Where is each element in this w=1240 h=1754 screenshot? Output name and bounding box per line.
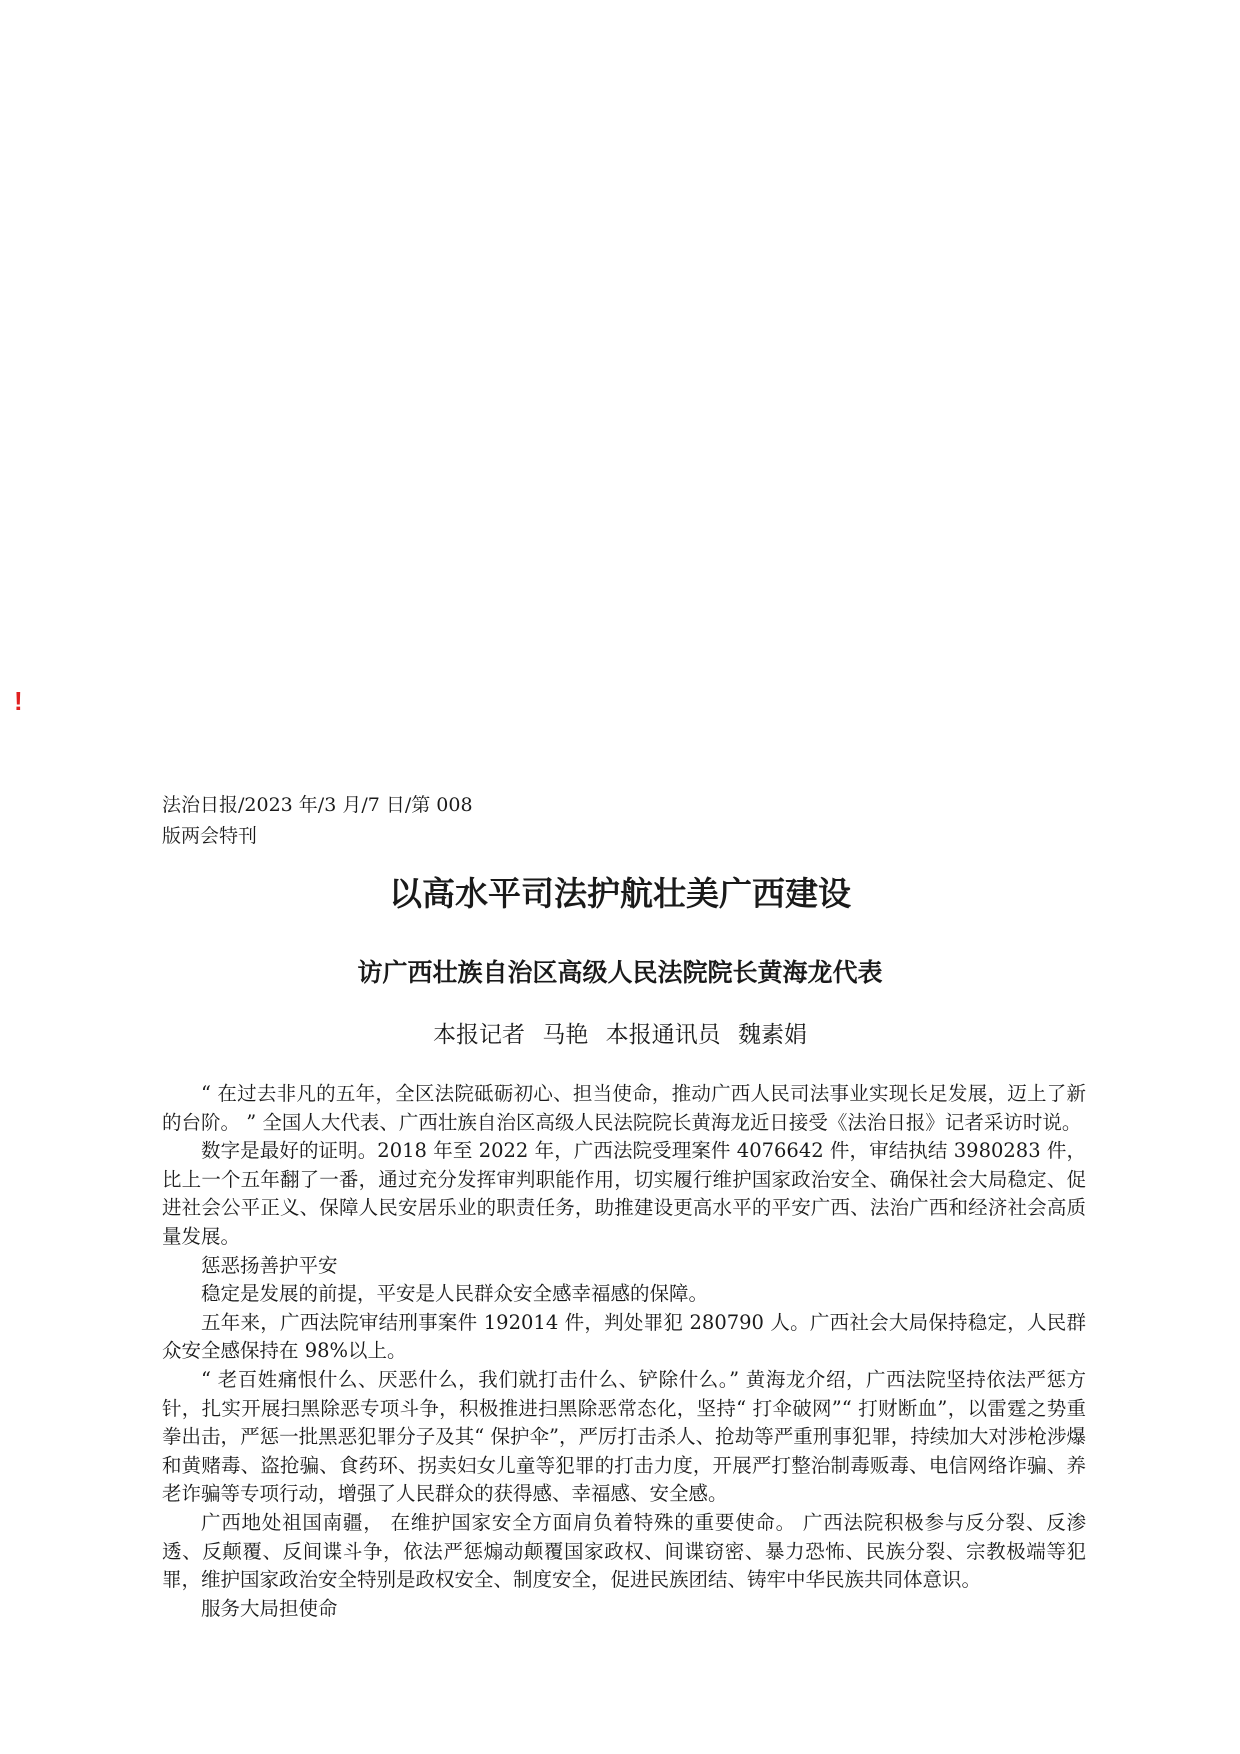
warning-mark: !	[14, 686, 23, 716]
paragraph: 稳定是发展的前提，平安是人民群众安全感幸福感的保障。	[201, 1282, 709, 1306]
paragraph: 五年来，广西法院审结刑事案件 192014 件，判处罪犯 280790 人。广西社会大局保持稳定，人民群众安全感保持在 98%以上。	[162, 1310, 1086, 1363]
source-line-1: 法治日报/2023 年/3 月/7 日/第 008	[162, 794, 473, 816]
source-line-2: 版两会特刊	[162, 825, 258, 847]
paragraph-statistics: 数字是最好的证明。2018 年至 2022 年，广西法院受理案件 4076642 件，审结执结 3980283 件，比上一个五年翻了一番，通过充分发挥审判职能作用，切实履行维护国家政治安全、确保社会大局稳定、促进社会公平正义、保障人民安居乐业的职责任务，助推建设更高水平的平安广西、法治广西和经济社会高质量发展。	[162, 1139, 1086, 1248]
section-heading-1: 惩恶扬善护平安	[201, 1253, 338, 1277]
paragraph-intro: “ 在过去非凡的五年，全区法院砥砺初心、担当使命，推动广西人民司法事业实现长足发展，迈上了新的台阶。 ” 全国人大代表、广西壮族自治区高级人民法院院长黄海龙近日接受《法治日报》记者采访时说。	[162, 1082, 1086, 1134]
article-title: 以高水平司法护航壮美广西建设	[389, 874, 851, 913]
section-heading-2: 服务大局担使命	[201, 1596, 338, 1620]
article-subtitle: 访广西壮族自治区高级人民法院院长黄海龙代表	[357, 958, 883, 987]
paragraph: “ 老百姓痛恨什么、厌恶什么，我们就打击什么、铲除什么。” 黄海龙介绍，广西法院坚持依法严惩方针，扎实开展扫黑除恶专项斗争，积极推进扫黑除恶常态化，坚持“ 打伞破网”“ 打财断血”，以雷霆之势重拳出击，严惩一批黑恶犯罪分子及其“ 保护伞”，严厉打击杀人、抢劫等严重刑事犯罪，持续加大对涉枪涉爆和黄赌毒、盗抢骗、食药环、拐卖妇女儿童等犯罪的打击力度，开展严打整治制毒贩毒、电信网络诈骗、养老诈骗等专项行动，增强了人民群众的获得感、幸福感、安全感。	[162, 1367, 1086, 1506]
article-body	[162, 1080, 1086, 1623]
article-byline: 本报记者 马艳 本报通讯员 魏素娟	[433, 1022, 807, 1048]
source-info	[162, 790, 473, 852]
paragraph: 广西地处祖国南疆， 在维护国家安全方面肩负着特殊的重要使命。 广西法院积极参与反分裂、反渗透、反颠覆、反间谍斗争，依法严惩煽动颠覆国家政权、间谍窃密、暴力恐怖、民族分裂、宗教极端等犯罪，维护国家政治安全特别是政权安全、制度安全，促进民族团结、铸牢中华民族共同体意识。	[162, 1510, 1086, 1592]
